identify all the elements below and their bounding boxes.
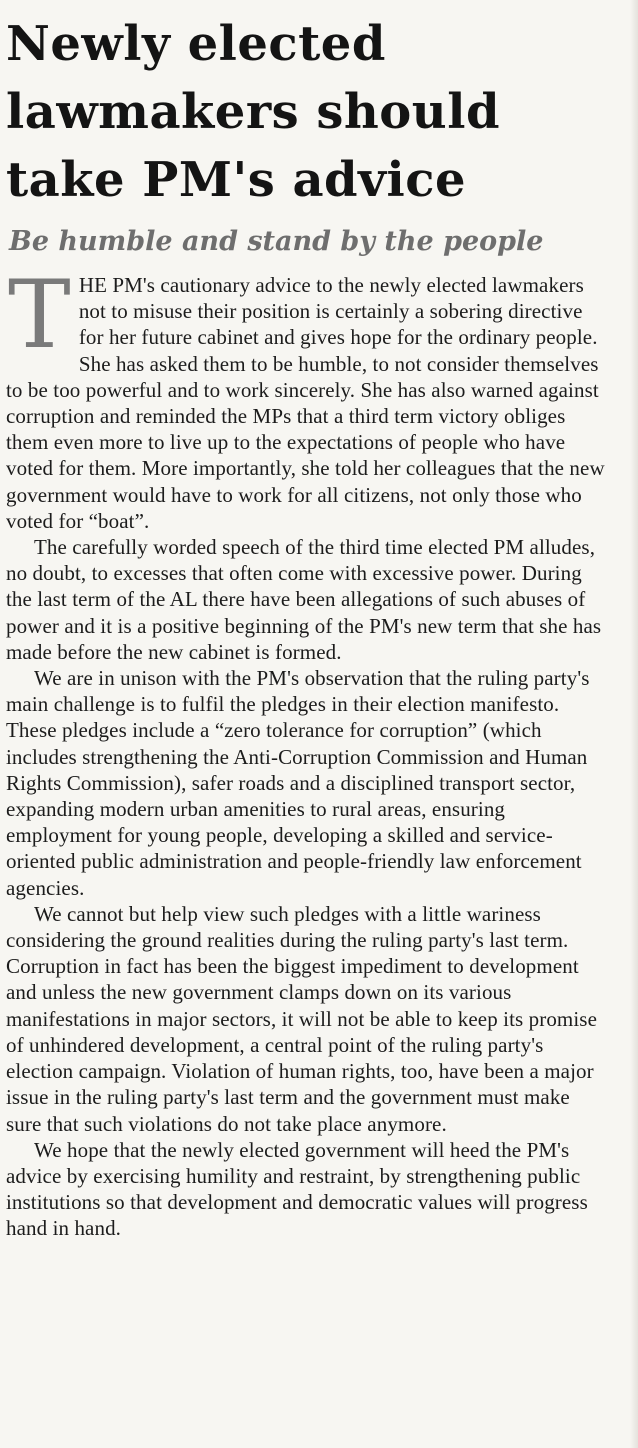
paragraph-3: We are in unison with the PM's observation that the ruling party's main challenge is to fulfil the pledges in their election manifesto. These pledges include a “zero tolerance for corruption” (which includes strengthening the Anti-Corruption Commission and Human Rights Commission), safer roads and a disciplined transport sector, expanding modern urban amenities to rural areas, ensuring employment for young people, developing a skilled and service-oriented public administration and people-friendly law enforcement agencies. [6, 666, 590, 900]
paragraph-1-text: HE PM's cautionary advice to the newly elected lawmakers not to misuse their position is certainly a sobering directive for her future cabinet and gives hope for the ordinary people. She has asked them to be humble, to not consider themselves to be too powerful and to work sincerely. She has also warned against corruption and reminded the MPs that a third term victory obliges them even more to live up to the expectations of people who have voted for them. More importantly, she told her colleagues that the new government would have to work for all citizens, not only those who voted for “boat”. [6, 273, 605, 533]
paragraph-5: We hope that the newly elected government will heed the PM's advice by exercising humility and restraint, by strengthening public institutions so that development and democratic values will progress hand in hand. [6, 1137, 588, 1241]
editorial-article [6, 10, 606, 1242]
paragraph-1 [6, 261, 606, 534]
drop-cap: T [8, 261, 71, 370]
paragraph-4: We cannot but help view such pledges with a little wariness considering the ground realities during the ruling party's last term. Corruption in fact has been the biggest impediment to development and unless the new government clamps down on its various manifestations in major sectors, it will not be able to keep its promise of unhindered development, a central point of the ruling party's election campaign. Violation of human rights, too, have been a major issue in the ruling party's last term and the government must make sure that such violations do not take place anymore. [6, 901, 597, 1136]
paragraph-2: The carefully worded speech of the third time elected PM alludes, no doubt, to excesses that often come with excessive power. During the last term of the AL there have been allegations of such abuses of power and it is a positive beginning of the PM's new term that she has made before the new cabinet is formed. [6, 535, 602, 664]
page-edge-shadow [630, 0, 638, 1448]
article-body [6, 261, 606, 1242]
subheadline: Be humble and stand by the people [9, 226, 544, 257]
headline: Newly elected lawmakers should take PM's advice [6, 16, 500, 208]
